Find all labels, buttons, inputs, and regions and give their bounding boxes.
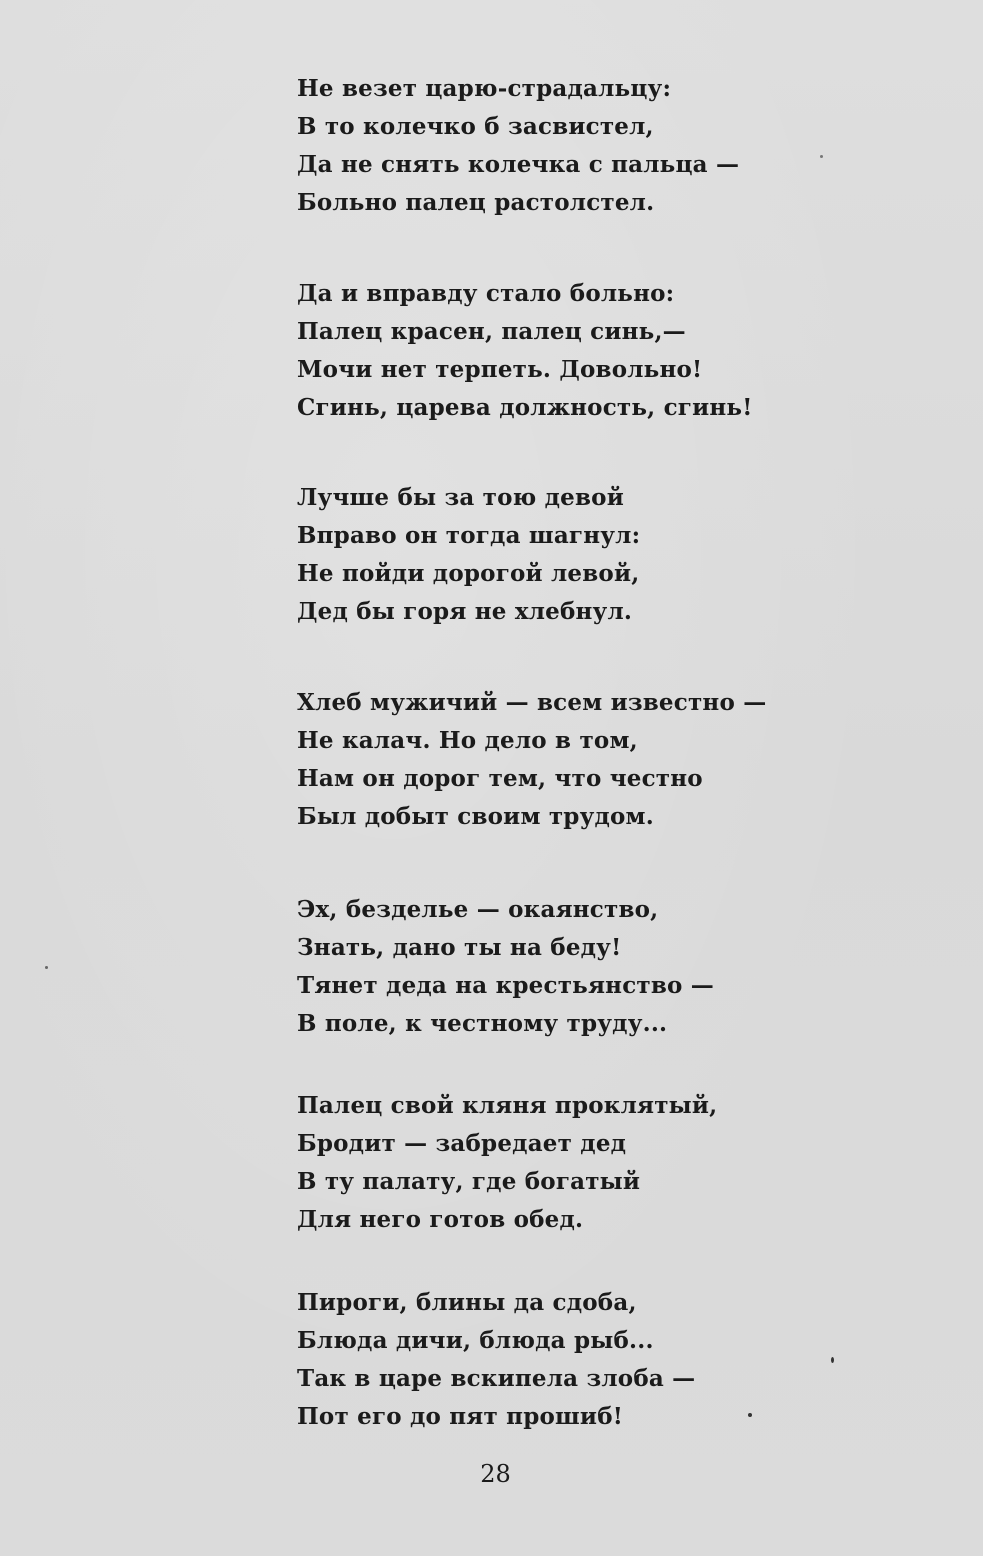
print-speck xyxy=(820,155,823,158)
poem-line: В то колечко б засвистел, xyxy=(297,113,654,140)
poem-line: Знать, дано ты на беду! xyxy=(297,934,622,961)
poem-line: Больно палец растолстел. xyxy=(297,189,655,216)
stanza-2 xyxy=(297,275,753,427)
poem-line: В ту палату, где богатый xyxy=(297,1168,641,1195)
stanza-3 xyxy=(297,479,640,631)
poem-line: Хлеб мужичий — всем известно — xyxy=(297,689,767,716)
poem-line: Палец свой кляня проклятый, xyxy=(297,1092,718,1119)
poem-line: Дед бы горя не хлебнул. xyxy=(297,598,633,625)
poem-line: Не калач. Но дело в том, xyxy=(297,727,638,754)
poem-line: Лучше бы за тою девой xyxy=(297,484,624,511)
poem-line: Не везет царю-страдальцу: xyxy=(297,75,672,102)
poem-line: Пот его до пят прошиб! xyxy=(297,1403,624,1430)
poem-line: Нам он дорог тем, что честно xyxy=(297,765,703,792)
print-speck xyxy=(748,1413,752,1417)
poem-line: В поле, к честному труду... xyxy=(297,1010,668,1037)
poem-line: Тянет деда на крестьянство — xyxy=(297,972,714,999)
print-speck xyxy=(45,966,48,969)
stanza-1 xyxy=(297,70,739,222)
poem-line: Для него готов обед. xyxy=(297,1206,584,1233)
poem-line: Пироги, блины да сдоба, xyxy=(297,1289,637,1316)
poem-line: Эх, безделье — окаянство, xyxy=(297,896,659,923)
poem-line: Не пойди дорогой левой, xyxy=(297,560,640,587)
stanza-6 xyxy=(297,1087,717,1239)
poem-line: Да и вправду стало больно: xyxy=(297,280,675,307)
poem-line: Сгинь, царева должность, сгинь! xyxy=(297,394,753,421)
poem-line: Бродит — забредает дед xyxy=(297,1130,627,1157)
page-number: 28 xyxy=(480,1460,511,1488)
poem-line: Так в царе вскипела злоба — xyxy=(297,1365,696,1392)
poem-line: Блюда дичи, блюда рыб... xyxy=(297,1327,654,1354)
poem-line: Вправо он тогда шагнул: xyxy=(297,522,641,549)
stanza-7 xyxy=(297,1284,695,1436)
poem-line: Палец красен, палец синь,— xyxy=(297,318,686,345)
stanza-4 xyxy=(297,684,766,836)
print-speck xyxy=(831,1357,834,1363)
poem-line: Мочи нет терпеть. Довольно! xyxy=(297,356,703,383)
stanza-5 xyxy=(297,891,714,1043)
poem-line: Был добыт своим трудом. xyxy=(297,803,654,830)
poem-line: Да не снять колечка с пальца — xyxy=(297,151,740,178)
